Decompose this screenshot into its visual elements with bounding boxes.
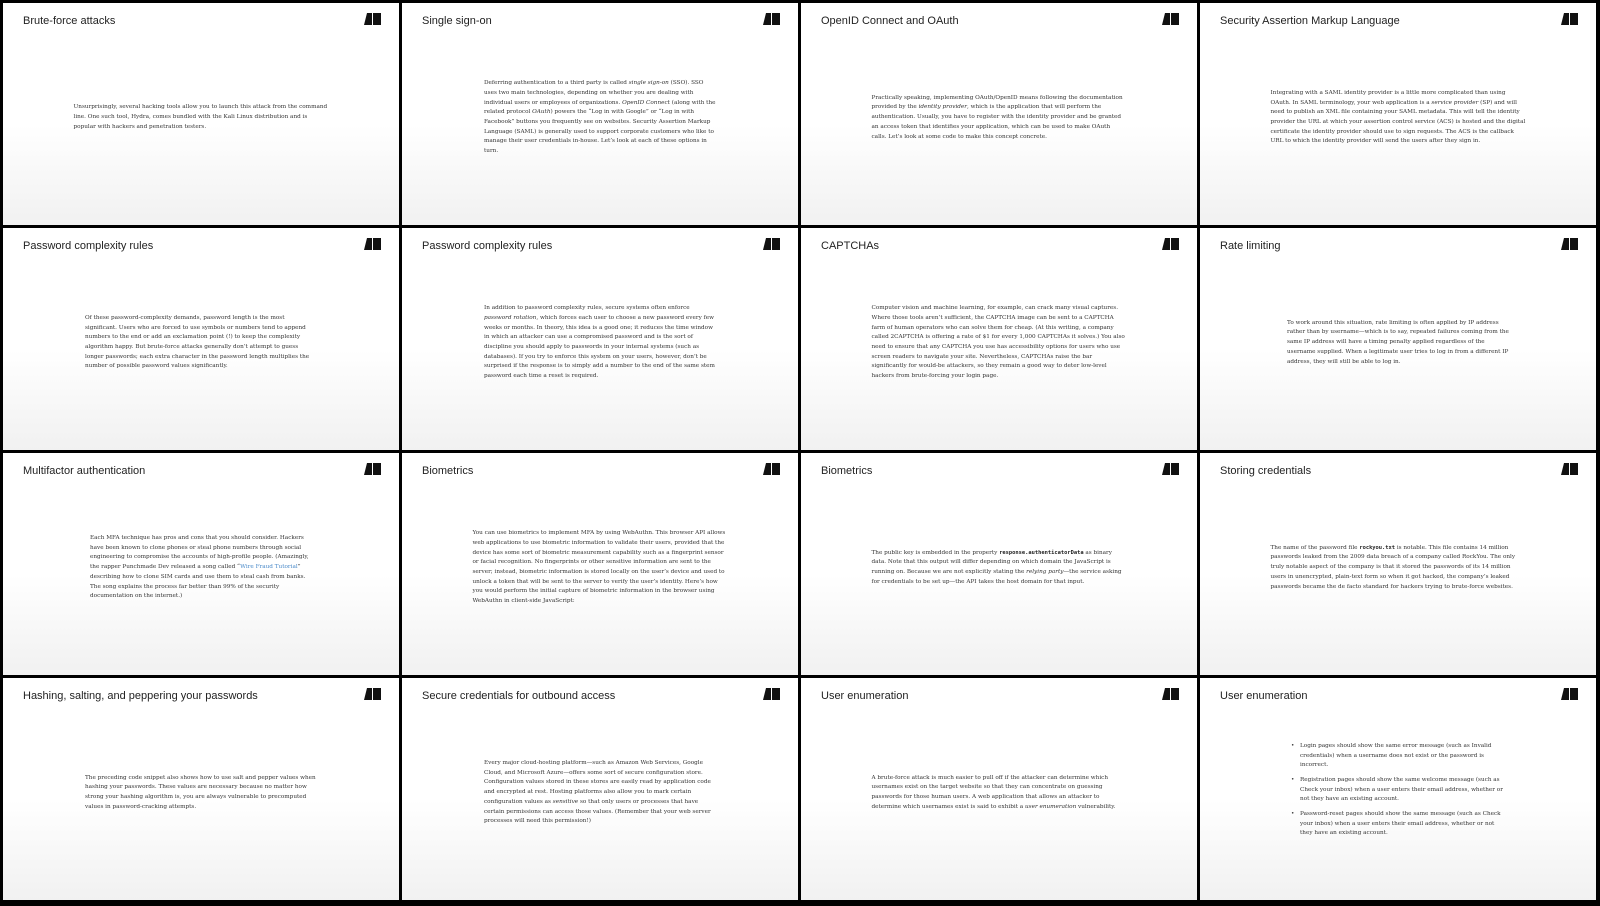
slide-body: [1220, 27, 1576, 209]
slide-secure-credentials-outbound[interactable]: [402, 678, 798, 900]
emphasis-text: service provider: [1431, 99, 1479, 106]
slide-body: [821, 27, 1177, 209]
slide-title: Storing credentials: [1220, 465, 1312, 477]
emphasis-text: identity provider: [918, 104, 968, 111]
slide-paragraph: The public key is embedded in the property response.authenticatorData as binary data. Note that this output will differ depending on which domain the JavaScript is running on. Because we are not explicitly stating the relying party—the service asking for credentials to be set up—the API takes the host domain for that input.: [871, 549, 1122, 585]
book-logo-icon: [763, 463, 780, 475]
slide-openid-connect-and-oauth[interactable]: [801, 3, 1197, 225]
slide-body: [422, 702, 778, 884]
book-logo-icon: [763, 13, 780, 25]
slide-biometrics-1[interactable]: [402, 453, 798, 675]
slide-title: Hashing, salting, and peppering your passwords: [23, 690, 258, 702]
slide-paragraph: In addition to password complexity rules, secure systems often enforce password rotation, which forces each user to choose a new password every few weeks or months. In theory, this idea is a good one; it reduces the time window in which an attacker can use a compromised password and is the sort of discipline you should apply to passwords in your internal systems (such as databases). If you try to enforce this system on your users, however, don’t be surprised if the response is to simply add a number to the end of the same stem password each time a reset is required.: [484, 305, 715, 380]
book-logo-icon: [763, 688, 780, 700]
slide-title: Multifactor authentication: [23, 465, 146, 477]
slide-paragraph: Computer vision and machine learning, for example, can crack many visual captures. Where those tools aren’t sufficient, the CAPTCHA image can be sent to a CAPTCHA farm of human operators who can solve them for cheap. (At this writing, a company called 2CAPTCHA is offering a rate of $1 for every 1,000 CAPTCHAs it solves.) You also need to ensure that any CAPTCHA you use has accessibility options for users who use screen readers to navigate your site. Nevertheless, CAPTCHAs raise the bar significantly for would-be attackers, so they remain a good way to deter low-level hackers from brute-forcing your login page.: [871, 305, 1125, 380]
slide-paragraph: To work around this situation, rate limiting is often applied by IP address rather than by username—which is to say, repeated failures coming from the same IP address will have a timing penalty applied regardless of the username supplied. When a legitimate user tries to log in from a different IP address, they will still be able to log in.: [1287, 319, 1509, 365]
text-link[interactable]: Wire Fraud Tutorial: [240, 564, 298, 571]
inline-code: Invalid credentials: [1300, 742, 1492, 759]
book-logo-icon: [1561, 463, 1578, 475]
list-item: • Registration pages should show the same welcome message (such as Check your inbox) when a user enters their email address, whether or not they have an existing account.: [1290, 776, 1506, 805]
slide-paragraph: Practically speaking, implementing OAuth/OpenID means following the documentation provided by the identity provider, which is the application that will perform the authentication. Usually, you have to register with the identity provider and be granted an access token that identifies your application, which can be used to make OAuth calls. Let’s look at some code to make this concept concrete.: [871, 94, 1123, 140]
slide-multifactor-authentication[interactable]: [3, 453, 399, 675]
slide-paragraph: Each MFA technique has pros and cons that you should consider. Hackers have been known to clone phones or steal phone numbers through social engineering to compromise the accounts of high-profile people. (Amazingly, the rapper Punchmade Dev released a song called “Wire Fraud Tutorial” describing how to clone SIM cards and use them to steal cash from banks. The song explains the process far better than 99% of the security documentation on the internet.): [90, 535, 309, 600]
slide-paragraph: Of these password-complexity demands, password length is the most significant. Users who are forced to use symbols or numbers tend to append numbers to the end or add an exclamation point (!) to keep the complexity algorithm happy. But brute-force attacks generally don’t attempt to guess longer passwords; each extra character in the password length multiplies the number of possible password values significantly.: [85, 314, 310, 370]
book-logo-icon: [364, 463, 381, 475]
book-logo-icon: [1162, 13, 1179, 25]
list-item: • Password-reset pages should show the same message (such as Check your inbox) when a user enters their email address, whether or not they have an existing account.: [1290, 810, 1506, 839]
slide-title: User enumeration: [1220, 690, 1308, 702]
slide-title: Secure credentials for outbound access: [422, 690, 616, 702]
slide-title: Single sign-on: [422, 15, 492, 27]
slide-rate-limiting[interactable]: [1200, 228, 1596, 450]
slide-body: [23, 252, 379, 434]
slide-password-complexity-rules-1[interactable]: [3, 228, 399, 450]
slide-title: Password complexity rules: [422, 240, 553, 252]
slide-paragraph: You can use biometrics to implement MFA by using WebAuthn. This browser API allows web applications to use biometric information to validate their users, provided that the device has some sort of biometric measurement capability such as a fingerprint sensor or facial recognition. No fingerprints or other sensitive information are sent to the server; instead, biometric information is stored locally on the user’s device and used to unlock a token that will be sent to the server to verify the user’s identity. Here’s how you would perform the initial capture of biometric information in the browser using WebAuthn in client-side JavaScript:: [472, 530, 726, 605]
slide-paragraph: Deferring authentication to a third party is called single sign-on (SSO). SSO uses two main technologies, depending on whether you are dealing with individual users or employees of organizations. OpenID Connect (along with the related protocol OAuth) powers the “Log in with Google” or “Log in with Facebook” buttons you frequently see on websites. Security Assertion Markup Language (SAML) is generally used to support corporate customers who like to manage their user credentials in-house. Let’s look at each of these options in turn.: [484, 80, 716, 155]
slide-paragraph: A brute-force attack is much easier to pull off if the attacker can determine which usernames exist on the target website so that they can concentrate on guessing passwords for those human users. A web application that allows an attacker to determine which usernames exist is said to exhibit a user enumeration vulnerability.: [871, 774, 1116, 810]
book-logo-icon: [1561, 238, 1578, 250]
slide-title: Biometrics: [422, 465, 474, 477]
slide-body: [821, 477, 1177, 659]
emphasis-text: user enumeration: [1025, 803, 1077, 810]
slide-user-enumeration-1[interactable]: [801, 678, 1197, 900]
slide-title: Biometrics: [821, 465, 873, 477]
slide-title: Rate limiting: [1220, 240, 1281, 252]
book-logo-icon: [1561, 13, 1578, 25]
book-logo-icon: [1561, 688, 1578, 700]
slide-body: [821, 252, 1177, 434]
slide-single-sign-on[interactable]: [402, 3, 798, 225]
slide-paragraph: The name of the password file rockyou.txt is notable. This file contains 14 million passwords leaked from the 2009 data breach of a company called RockYou. The only truly notable aspect of the company is that it stored the passwords of its 14 million users in unencrypted, plain-text form so when it got hacked, the company’s leaked passwords became the de facto standard for hackers trying to brute-force websites.: [1270, 544, 1516, 590]
slide-title: Security Assertion Markup Language: [1220, 15, 1400, 27]
list-item: • Login pages should show the same error message (such as Invalid credentials) when a username does not exist or the password is incorrect.: [1290, 742, 1506, 771]
emphasis-text: relying party: [1026, 569, 1064, 575]
emphasis-text: single sign-on: [628, 80, 669, 87]
slide-title: CAPTCHAs: [821, 240, 880, 252]
book-logo-icon: [364, 13, 381, 25]
slide-body: [422, 477, 778, 659]
book-logo-icon: [1162, 463, 1179, 475]
slide-hashing-salting-peppering[interactable]: [3, 678, 399, 900]
slide-user-enumeration-2[interactable]: [1200, 678, 1596, 900]
slide-password-complexity-rules-2[interactable]: [402, 228, 798, 450]
inline-code: Check your inbox: [1300, 786, 1351, 793]
slide-body: [23, 702, 379, 884]
emphasis-text: OpenID Connect: [622, 99, 670, 106]
book-logo-icon: [763, 238, 780, 250]
slide-grid: [3, 3, 1596, 900]
slide-body: [821, 702, 1177, 884]
book-logo-icon: [1162, 688, 1179, 700]
slide-captchas[interactable]: [801, 228, 1197, 450]
slide-title: Brute-force attacks: [23, 15, 116, 27]
slide-body: [422, 252, 778, 434]
slide-title: Password complexity rules: [23, 240, 154, 252]
slide-storing-credentials[interactable]: [1200, 453, 1596, 675]
slide-body: [1220, 702, 1576, 884]
slide-brute-force-attacks[interactable]: [3, 3, 399, 225]
book-logo-icon: [364, 238, 381, 250]
inline-code: Check your inbox: [1300, 811, 1501, 827]
inline-code: rockyou.txt: [1359, 544, 1396, 551]
slide-paragraph: The preceding code snippet also shows how to use salt and pepper values when hashing your passwords. These values are necessary because no matter how strong your hashing algorithm is, you are always vulnerable to precomputed values in password-cracking attempts.: [85, 774, 316, 810]
slide-title: User enumeration: [821, 690, 909, 702]
emphasis-text: password rotation: [484, 314, 537, 321]
slide-paragraph: Unsurprisingly, several hacking tools allow you to launch this attack from the command line. One such tool, Hydra, comes bundled with the Kali Linux distribution and is popular with hackers and penetration testers.: [73, 104, 328, 130]
bullet-list: [1290, 742, 1506, 844]
emphasis-text: sensitive: [552, 798, 579, 805]
slide-body: [23, 477, 379, 659]
slide-body: [1220, 252, 1576, 434]
book-logo-icon: [364, 688, 381, 700]
slide-body: [422, 27, 778, 209]
slide-title: OpenID Connect and OAuth: [821, 15, 959, 27]
slide-body: [23, 27, 379, 209]
emphasis-text: OAuth: [532, 109, 551, 116]
slide-paragraph: Every major cloud-hosting platform—such as Amazon Web Services, Google Cloud, and Microsoft Azure—offers some sort of secure configuration store. Configuration values stored in these stores are easily read by application code and encrypted at rest. Hosting platforms also allow you to mark certain configuration values as sensitive so that only users or processes that have certain permissions can access those values. (Remember that your web server processes will need this permission!): [484, 760, 711, 825]
book-logo-icon: [1162, 238, 1179, 250]
slide-body: [1220, 477, 1576, 659]
slide-biometrics-2[interactable]: [801, 453, 1197, 675]
slide-paragraph: Integrating with a SAML identity provider is a little more complicated than using OAuth. In SAML terminology, your web application is a service provider (SP) and will need to publish an XML file containing your SAML metadata. This will tell the identity provider the URL at which your assertion control service (ACS) is hosted and the digital certificate the identity provider should use to sign requests. The ACS is the callback URL to which the identity provider will send the users after they sign in.: [1270, 89, 1526, 145]
slide-saml[interactable]: [1200, 3, 1596, 225]
inline-code: response.authenticatorData: [999, 549, 1084, 556]
